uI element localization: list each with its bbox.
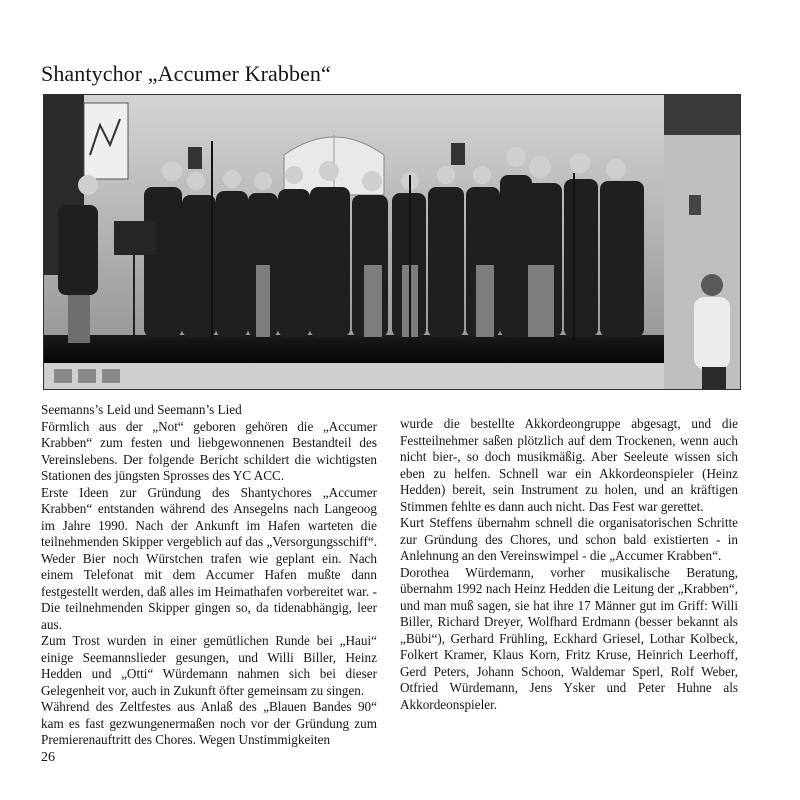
section-caption: Seemanns’s Leid und Seemann’s Lied (41, 402, 242, 417)
page-number: 26 (41, 750, 55, 765)
paragraph: Dorothea Würdemann, vorher musikalische Beratung, übernahm 1992 nach Heinz Hedden die Leitung der „Krabben“, und man muß sagen, sie hat ihre 17 Männer gut im Griff: Willi Biller, Richard Dreyer, Wolfhard Erdmann (besser bekannt als „Bübi“), Gerhard Frühling, Eckhard Griesel, Lothar Kolbeck, Folkert Kramer, Klaus Korn, Fritz Kruse, Heinrich Leerhoff, Gerd Peters, Johann Schoon, Waldemar Sperl, Rolf Weber, Otfried Würdemann, Jens Ysker und Peter Huhne als Akkordeonspieler. (400, 564, 738, 712)
paragraph: Erste Ideen zur Gründung des Shantychores „Accumer Krabben“ entstanden während des Ansegelns nach Langeoog im Jahre 1990. Nach der Ankunft im Hafen warteten die teilnehmenden Skipper vergeblich auf das „Versorgungsschiff“. Weder Bier noch Würstchen trafen wie geplant ein. Nach einem Telefonat mit dem Accumer Hafen mußte dann festgestellt werden, daß alles im Heimathafen vorbereitet war. - Die teilnehmenden Skipper gingen so, da tidenabhängig, leer aus. (41, 484, 377, 632)
page-title: Shantychor „Accumer Krabben“ (41, 61, 331, 86)
paragraph: Kurt Steffens übernahm schnell die organisatorischen Schritte zur Gründung des Chores, und schon bald existierten - in Anlehnung an den Vereinswimpel - die „Accumer Krabben“. (400, 515, 738, 563)
paragraph: Während des Zeltfestes aus Anlaß des „Blauen Bandes 90“ kam es fast gezwungenermaßen noch vor der Gründung zum Premierenauftritt des Chores. Wegen Unstimmigkeiten (41, 699, 377, 747)
right-column (400, 416, 738, 713)
paragraph: wurde die bestellte Akkordeongruppe abgesagt, und die Festteilnehmer saßen plötzlich auf dem Trockenen, wenn auch nicht bier-, so doch musikmäßig. Aber Seeleute wissen sich eben zu helfen. Schnell war ein Akkordeonspieler (Heinz Hedden) bereit, sein Instrument zu holen, und an kräftigen Stimmen fehlte es dann auch nicht. Das Fest war gerettet. (400, 416, 738, 514)
paragraph: Förmlich aus der „Not“ geboren gehören die „Accumer Krabben“ zum festen und liebgewonnenen Bestandteil des Vereinslebens. Der folgende Bericht schildert die wichtigsten Stationen des jüngsten Sprosses des YC ACC. (41, 418, 377, 483)
choir-stage-photo (43, 94, 741, 390)
paragraph: Zum Trost wurden in einer gemütlichen Runde bei „Haui“ einige Seemannslieder gesungen, und Willi Biller, Heinz Hedden und „Otti“ Würdemann nahmen sich bei dieser Gelegenheit vor, auch in Zukunft öfter gemeinsam zu singen. (41, 633, 377, 698)
left-column (41, 402, 377, 749)
